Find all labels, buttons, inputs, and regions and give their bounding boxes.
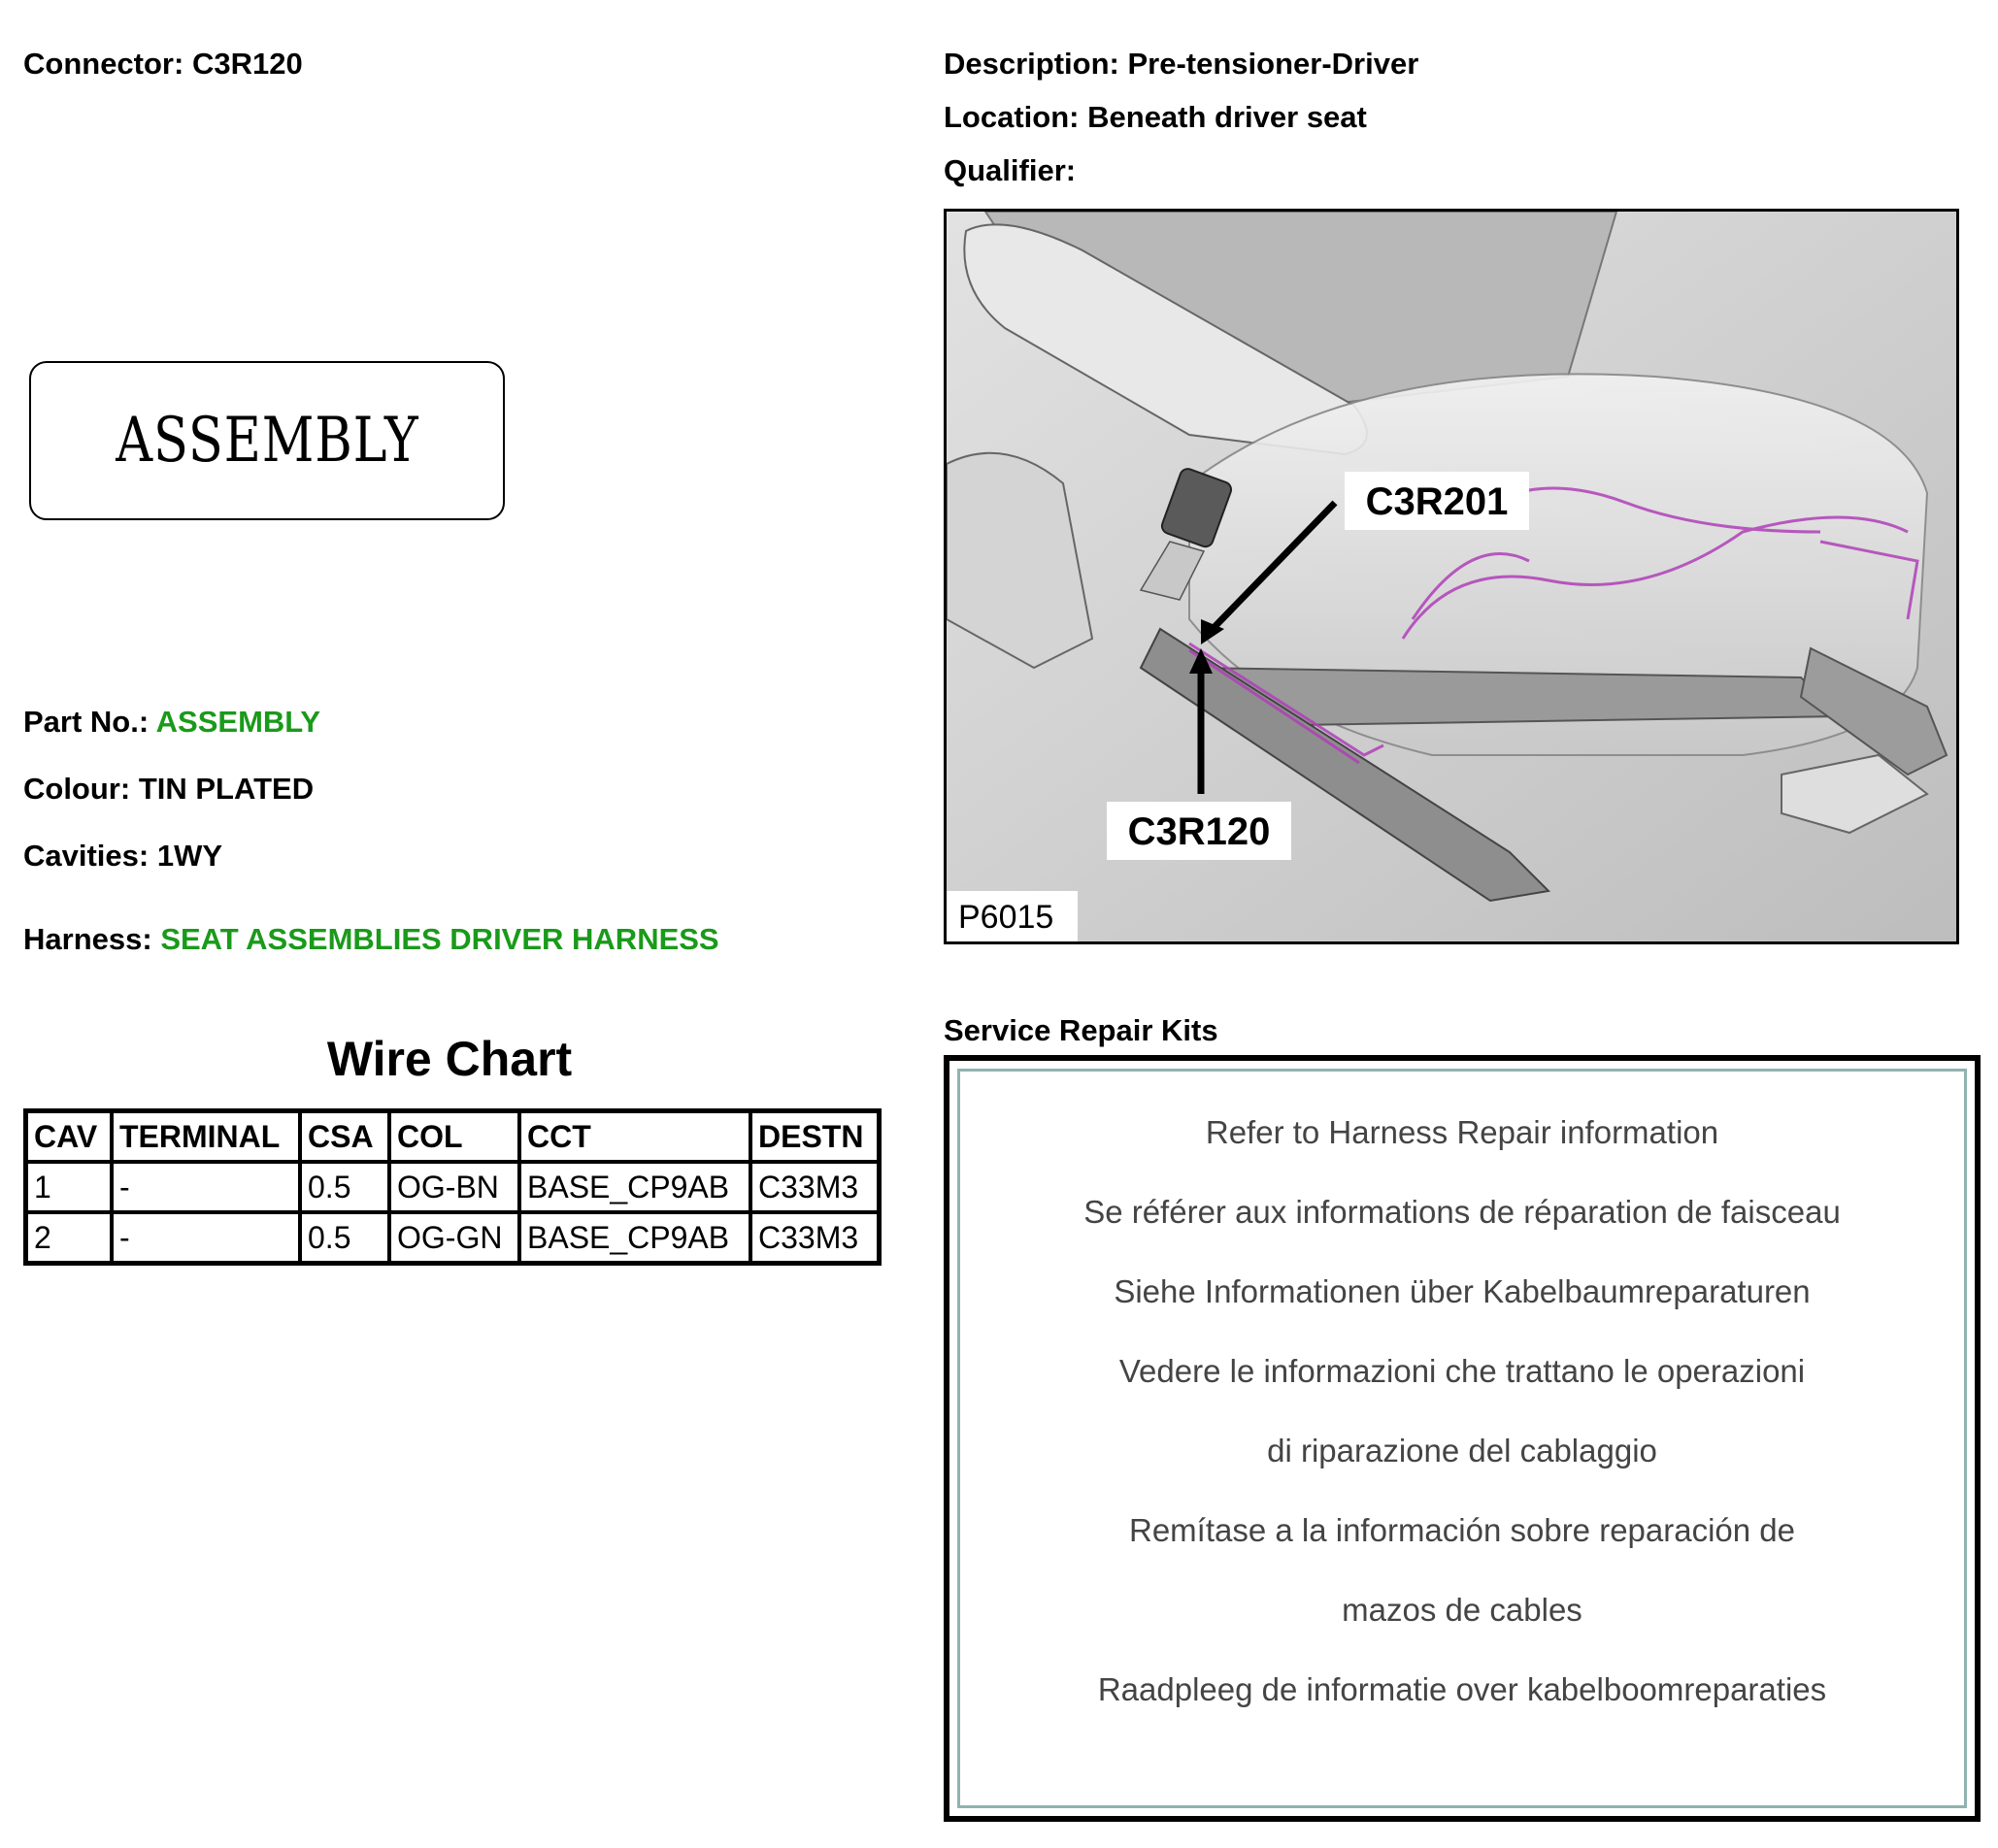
colour-value: TIN PLATED bbox=[138, 772, 315, 806]
kit-line-fr: Se référer aux informations de réparation de faisceau bbox=[1083, 1194, 1841, 1230]
connector-face-box bbox=[29, 361, 505, 520]
kit-line-en: Refer to Harness Repair information bbox=[1205, 1114, 1719, 1150]
figure-id-label: P6015 bbox=[958, 899, 1054, 936]
part-no-label: Part No.: bbox=[23, 705, 150, 739]
cell-csa: 0.5 bbox=[300, 1212, 389, 1264]
harness-label: Harness: bbox=[23, 922, 152, 956]
cell-terminal: - bbox=[112, 1212, 300, 1264]
col-header-csa: CSA bbox=[300, 1111, 389, 1163]
description-line bbox=[944, 49, 1418, 79]
cell-cct: BASE_CP9AB bbox=[519, 1212, 750, 1264]
connector-location-image bbox=[944, 209, 1959, 944]
connector-face-label: ASSEMBLY bbox=[115, 405, 419, 477]
description-value: Pre-tensioner-Driver bbox=[1127, 47, 1419, 81]
description-label: Description: bbox=[944, 47, 1119, 81]
connector-value: C3R120 bbox=[191, 47, 303, 81]
cell-cav: 1 bbox=[26, 1162, 113, 1212]
colour-label: Colour: bbox=[23, 772, 131, 806]
col-header-cav: CAV bbox=[26, 1111, 113, 1163]
qualifier-line bbox=[944, 155, 1076, 185]
cell-cct: BASE_CP9AB bbox=[519, 1162, 750, 1212]
part-no-line bbox=[23, 707, 320, 737]
callout-c3r201: C3R201 bbox=[1365, 480, 1509, 523]
cavities-line bbox=[23, 841, 222, 871]
cavities-label: Cavities: bbox=[23, 839, 150, 873]
wire-chart-title: Wire Chart bbox=[326, 1032, 573, 1086]
connector-line bbox=[23, 49, 303, 79]
table-header-row bbox=[26, 1111, 880, 1163]
col-header-destn: DESTN bbox=[750, 1111, 880, 1163]
location-label: Location: bbox=[944, 100, 1080, 134]
table-row bbox=[26, 1212, 880, 1264]
cell-col: OG-GN bbox=[389, 1212, 519, 1264]
kit-line-it-1: Vedere le informazioni che trattano le operazioni bbox=[1118, 1353, 1806, 1389]
location-value: Beneath driver seat bbox=[1087, 100, 1367, 134]
qualifier-label: Qualifier: bbox=[944, 153, 1077, 187]
service-repair-kits-title: Service Repair Kits bbox=[944, 1013, 1218, 1047]
service-repair-kits-inner bbox=[957, 1069, 1967, 1808]
callout-c3r120: C3R120 bbox=[1127, 810, 1271, 853]
connector-label: Connector: bbox=[23, 47, 184, 81]
cell-destn: C33M3 bbox=[750, 1162, 880, 1212]
kit-line-nl: Raadpleeg de informatie over kabelboomreparaties bbox=[1097, 1671, 1827, 1707]
part-no-link[interactable]: ASSEMBLY bbox=[155, 705, 321, 739]
seat-illustration bbox=[947, 212, 1956, 941]
harness-line bbox=[23, 924, 719, 954]
kit-line-es-1: Remítase a la información sobre reparación de bbox=[1128, 1512, 1796, 1548]
cell-terminal: - bbox=[112, 1162, 300, 1212]
cavities-value: 1WY bbox=[156, 839, 223, 873]
harness-link[interactable]: SEAT ASSEMBLIES DRIVER HARNESS bbox=[160, 922, 719, 956]
cell-destn: C33M3 bbox=[750, 1212, 880, 1264]
cell-csa: 0.5 bbox=[300, 1162, 389, 1212]
table-row bbox=[26, 1162, 880, 1212]
col-header-terminal: TERMINAL bbox=[112, 1111, 300, 1163]
cell-cav: 2 bbox=[26, 1212, 113, 1264]
wire-chart-table bbox=[23, 1108, 882, 1266]
service-repair-kits-box bbox=[944, 1055, 1981, 1822]
cell-col: OG-BN bbox=[389, 1162, 519, 1212]
col-header-col: COL bbox=[389, 1111, 519, 1163]
col-header-cct: CCT bbox=[519, 1111, 750, 1163]
kit-line-de: Siehe Informationen über Kabelbaumreparaturen bbox=[1114, 1273, 1811, 1309]
colour-line bbox=[23, 774, 314, 804]
kit-line-it-2: di riparazione del cablaggio bbox=[1267, 1433, 1657, 1468]
location-line bbox=[944, 102, 1367, 132]
kit-line-es-2: mazos de cables bbox=[1342, 1592, 1582, 1628]
